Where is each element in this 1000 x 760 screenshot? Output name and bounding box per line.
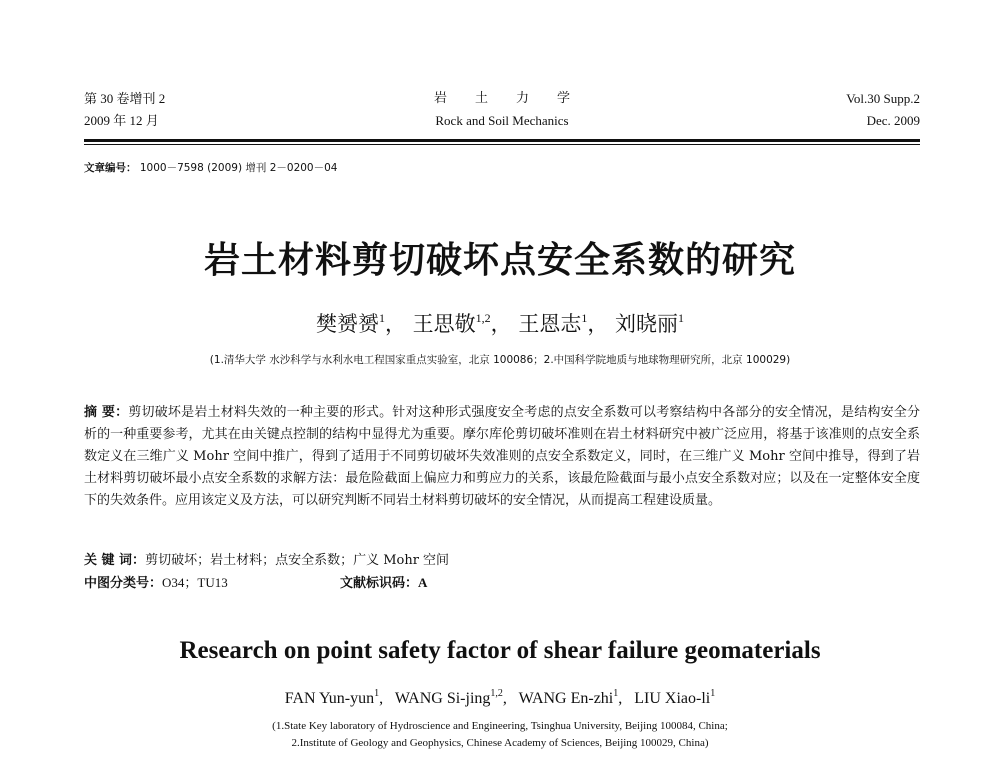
- article-number-label: 文章编号：: [84, 162, 137, 174]
- article-number: [84, 160, 337, 175]
- author-affil-mark: 1: [374, 688, 380, 699]
- header-volume-en: Vol.30 Supp.2: [846, 91, 920, 106]
- paper-title-cn: 岩土材料剪切破坏点安全系数的研究: [203, 240, 796, 281]
- author-cn: 王恩志: [518, 312, 582, 336]
- author-cn: 刘晓丽: [615, 312, 679, 336]
- author-affil-mark: 1: [710, 688, 716, 699]
- document-code-value: A: [418, 575, 428, 590]
- journal-header: [84, 88, 920, 136]
- affiliation-en-line1: (1.State Key laboratory of Hydroscience and Engineering, Tsinghua University, Beijing 100084, China;: [272, 720, 728, 732]
- affiliation-en-line2: 2.Institute of Geology and Geophysics, Chinese Academy of Sciences, Beijing 100029, China): [291, 737, 709, 749]
- classification-number: [84, 573, 228, 594]
- journal-name-en: Rock and Soil Mechanics: [435, 113, 569, 128]
- keywords-label: 关 键 词：: [84, 553, 146, 568]
- header-date-cn: 2009 年 12 月: [84, 113, 159, 128]
- header-volume-info: [846, 88, 920, 132]
- author-en: FAN Yun-yun: [284, 690, 375, 707]
- classification-value: O34；TU13: [162, 575, 228, 590]
- article-number-value: 1000－7598 (2009) 增刊 2－0200－04: [139, 162, 338, 174]
- header-date-en: Dec. 2009: [866, 113, 920, 128]
- author-affil-mark: 1: [581, 311, 588, 325]
- author-cn: 樊赟赟: [315, 312, 379, 336]
- author-list-cn: 樊赟赟$^1$， 王思敬$^{1,2}$， 王恩志$^1$， 刘晓丽$^1$: [315, 311, 685, 336]
- journal-name-cn: 岩土力学: [433, 91, 598, 106]
- header-journal-name: [84, 88, 920, 132]
- abstract-text: 剪切破坏是岩土材料失效的一种主要的形式。针对这种形式强度安全考虑的点安全系数可以考察结构中各部分的安全情况，是结构安全分析的一种重要参考，尤其在由关键点控制的结构中显得尤为重要。摩尔库伦剪切破坏准则在岩土材料研究中被广泛应用，将基于该准则的点安全系数定义在三维广义 Mohr 空间中推广，得到了适用于不同剪切破坏失效准则的点安全系数定义，同时，在三维广义 Mohr 空间中推导，得到了岩土材料剪切破坏最小点安全系数的求解方法：最危险截面上偏应力和剪应力的关系，该最危险截面与最小点安全系数对应；以及在一定整体安全度下的失效条件。应用该定义及方法，可以研究判断不同岩土材料剪切破坏的安全情况，从而提高工程建设质量。: [84, 405, 920, 508]
- author-en: LIU Xiao-li: [634, 690, 711, 707]
- author-affil-mark: 1,2: [475, 311, 491, 325]
- paper-title-en: Research on point safety factor of shear failure geomaterials: [179, 637, 821, 664]
- keywords-cn: [84, 551, 920, 571]
- author-cn: 王思敬: [412, 312, 476, 336]
- author-en: WANG Si-jing: [394, 690, 491, 707]
- affiliation-cn: (1.清华大学 水沙科学与水利水电工程国家重点实验室，北京 100086；2.中国科学院地质与地球物理研究所，北京 100029): [209, 354, 791, 366]
- author-affil-mark: 1: [678, 311, 685, 325]
- header-rule-thick: [84, 139, 920, 142]
- abstract-label: 摘 要：: [84, 405, 129, 420]
- author-affil-mark: 1,2: [490, 688, 503, 699]
- author-list-en: FAN Yun-yun$^1$, WANG Si-jing$^{1,2}$, WANG En-zhi$^1$, LIU Xiao-$li^1$: [284, 688, 716, 707]
- author-en: WANG En-zhi: [518, 690, 614, 707]
- author-affil-mark: 1: [378, 311, 385, 325]
- classification-label: 中图分类号：: [84, 576, 163, 591]
- document-code-label: 文献标识码：: [340, 576, 419, 591]
- document-code: [340, 573, 427, 594]
- abstract-cn: [84, 402, 920, 512]
- header-rule-thin: [84, 144, 920, 145]
- affiliation-en: [0, 718, 1000, 752]
- header-volume-cn: 第 30 卷增刊 2: [84, 91, 166, 106]
- author-affil-mark: 1: [613, 688, 619, 699]
- keywords-text: 剪切破坏；岩土材料；点安全系数；广义 Mohr 空间: [145, 553, 450, 568]
